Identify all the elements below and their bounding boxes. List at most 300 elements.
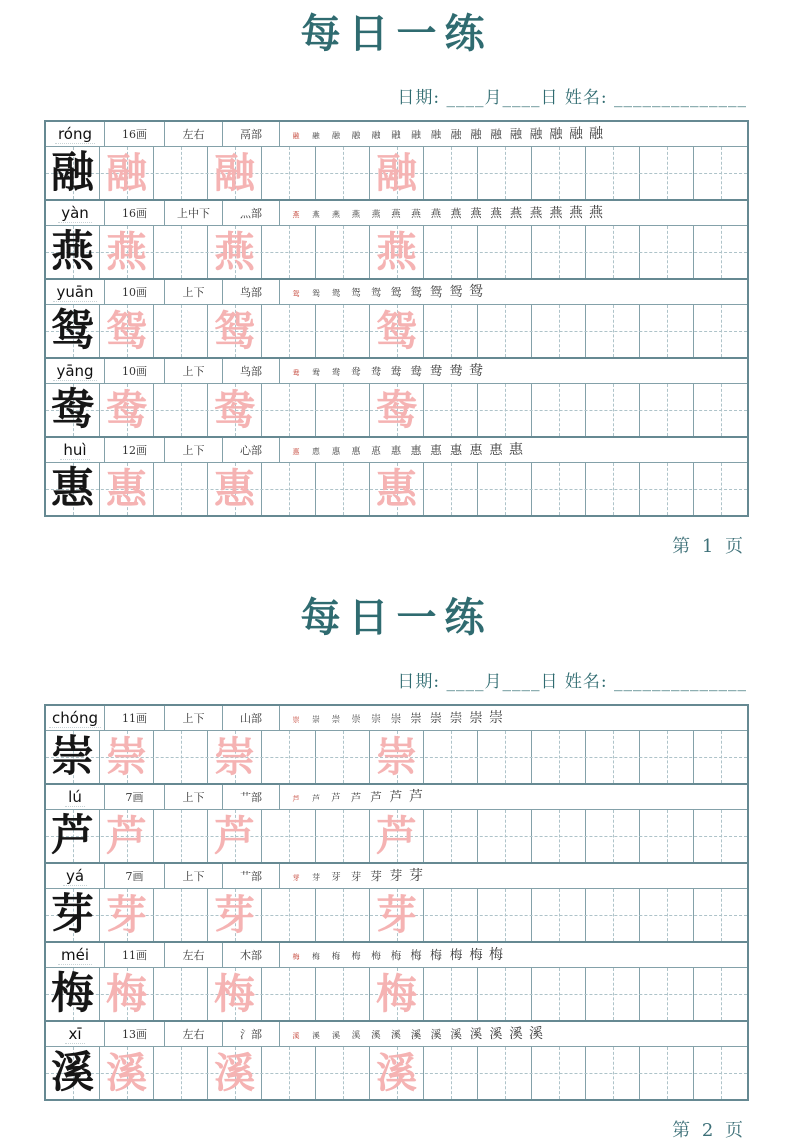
- pinyin-text: huì: [60, 441, 89, 460]
- character-block: [46, 436, 747, 515]
- practice-table: [44, 120, 749, 517]
- stroke-order-step: 溪: [292, 1032, 300, 1041]
- practice-cell: [154, 1047, 208, 1099]
- structure-cell: 上下: [165, 864, 223, 888]
- pinyin-cell: [46, 359, 105, 383]
- stroke-order-step: 溪: [351, 1030, 361, 1041]
- page-number: 第 2 页: [672, 1120, 746, 1141]
- trace-character: 崇: [376, 732, 417, 781]
- stroke-count-cell: 11画: [105, 706, 165, 730]
- practice-cell: [640, 731, 694, 783]
- stroke-count-cell: 12画: [105, 438, 165, 462]
- practice-cell: [586, 463, 640, 515]
- trace-character: 芦: [376, 811, 417, 860]
- radical-cell: 艹部: [223, 785, 280, 809]
- practice-cell: [586, 1047, 640, 1099]
- practice-cell: [46, 889, 100, 941]
- practice-row: [46, 731, 747, 783]
- practice-cell: [640, 147, 694, 199]
- practice-cell: [316, 810, 370, 862]
- pinyin-text: chóng: [49, 709, 101, 728]
- model-character: 芦: [51, 810, 94, 861]
- practice-cell: [46, 968, 100, 1020]
- practice-cell: [316, 384, 370, 436]
- practice-cell: [46, 384, 100, 436]
- stroke-order-step: 鸯: [292, 369, 300, 378]
- character-block: [46, 941, 747, 1020]
- stroke-order-step: 鸳: [351, 288, 361, 299]
- practice-cell: [316, 463, 370, 515]
- practice-cell: [46, 305, 100, 357]
- stroke-count-cell: 7画: [105, 864, 165, 888]
- practice-cell: [208, 305, 262, 357]
- stroke-order-step: 崇: [489, 710, 503, 726]
- stroke-order-step: 崇: [292, 716, 300, 725]
- structure-cell: 上下: [165, 706, 223, 730]
- stroke-order-step: 鸯: [469, 363, 483, 379]
- practice-cell: [370, 147, 424, 199]
- stroke-order-step: 燕: [450, 207, 462, 221]
- stroke-order-step: 崇: [430, 711, 442, 726]
- practice-cell: [694, 305, 747, 357]
- structure-cell: 上下: [165, 438, 223, 462]
- pinyin-text: yàn: [58, 204, 92, 223]
- trace-character: 惠: [214, 464, 255, 513]
- practice-cell: [424, 889, 478, 941]
- stroke-order-step: 惠: [509, 442, 523, 458]
- character-block: [46, 783, 747, 862]
- practice-cell: [262, 384, 316, 436]
- practice-cell: [316, 731, 370, 783]
- practice-cell: [532, 810, 586, 862]
- practice-cell: [370, 810, 424, 862]
- stroke-order-step: 惠: [351, 446, 361, 457]
- stroke-order-step: 鸯: [429, 364, 443, 379]
- practice-cell: [370, 731, 424, 783]
- stroke-order-step: 融: [351, 130, 361, 141]
- practice-row: [46, 968, 747, 1020]
- stroke-order-step: 融: [292, 132, 300, 141]
- stroke-order-step: 鸯: [410, 365, 422, 379]
- stroke-order-cell: [280, 864, 747, 888]
- pinyin-text: róng: [55, 125, 95, 144]
- practice-cell: [478, 731, 532, 783]
- stroke-order-step: 惠: [390, 445, 402, 457]
- stroke-order-step: 燕: [292, 211, 300, 220]
- stroke-order-step: 融: [430, 129, 442, 141]
- stroke-order-step: 芦: [331, 793, 341, 804]
- practice-cell: [262, 810, 316, 862]
- practice-cell: [262, 147, 316, 199]
- practice-cell: [208, 889, 262, 941]
- stroke-order-step: 芽: [370, 870, 382, 884]
- practice-cell: [100, 226, 154, 278]
- practice-cell: [100, 889, 154, 941]
- stroke-order-step: 鸳: [429, 285, 443, 300]
- practice-cell: [424, 463, 478, 515]
- practice-row: [46, 147, 747, 199]
- stroke-order-step: 惠: [430, 444, 442, 458]
- stroke-count-cell: 10画: [105, 280, 165, 304]
- practice-cell: [316, 147, 370, 199]
- stroke-order-step: 芦: [292, 795, 300, 804]
- pinyin-cell: [46, 785, 105, 809]
- stroke-order-step: 溪: [371, 1030, 381, 1041]
- practice-cell: [46, 1047, 100, 1099]
- stroke-order-step: 鸳: [331, 288, 341, 299]
- stroke-order-step: 芦: [409, 789, 423, 805]
- pinyin-cell: [46, 122, 105, 146]
- stroke-order-step: 融: [391, 130, 401, 141]
- practice-cell: [694, 731, 747, 783]
- practice-cell: [370, 226, 424, 278]
- stroke-order-step: 燕: [391, 209, 401, 220]
- character-block: [46, 122, 747, 199]
- stroke-order-step: 燕: [569, 205, 583, 221]
- stroke-order-cell: [280, 438, 747, 462]
- radical-cell: 氵部: [223, 1022, 280, 1046]
- practice-cell: [640, 305, 694, 357]
- stroke-order-step: 惠: [371, 445, 381, 457]
- practice-row: [46, 889, 747, 941]
- stroke-order-step: 鸯: [390, 365, 402, 379]
- stroke-order-step: 梅: [292, 953, 300, 962]
- radical-cell: 鬲部: [223, 122, 280, 146]
- practice-cell: [424, 384, 478, 436]
- trace-character: 芽: [376, 890, 417, 939]
- practice-cell: [586, 147, 640, 199]
- stroke-order-step: 崇: [371, 713, 381, 725]
- pinyin-cell: [46, 438, 105, 462]
- stroke-order-step: 燕: [332, 210, 340, 220]
- trace-character: 溪: [214, 1048, 255, 1097]
- trace-character: 融: [214, 148, 255, 197]
- character-info-row: [46, 706, 747, 731]
- trace-character: 崇: [214, 732, 255, 781]
- stroke-order-step: 融: [470, 128, 482, 142]
- date-name-line: 日期: ____月____日 姓名: ______________: [397, 672, 747, 692]
- stroke-order-step: 惠: [331, 447, 341, 457]
- character-info-row: [46, 201, 747, 226]
- stroke-order-step: 融: [332, 131, 340, 141]
- practice-cell: [370, 1047, 424, 1099]
- stroke-order-step: 融: [589, 126, 603, 142]
- stroke-count-cell: 16画: [105, 201, 165, 225]
- character-info-row: [46, 438, 747, 463]
- practice-cell: [424, 968, 478, 1020]
- practice-cell: [640, 463, 694, 515]
- structure-cell: 上中下: [165, 201, 223, 225]
- practice-cell: [424, 305, 478, 357]
- trace-character: 融: [376, 148, 417, 197]
- stroke-order-step: 崇: [449, 711, 463, 726]
- practice-cell: [478, 226, 532, 278]
- stroke-order-step: 芦: [350, 792, 362, 805]
- practice-table: [44, 704, 749, 1101]
- stroke-order-step: 溪: [469, 1027, 483, 1042]
- stroke-order-cell: [280, 122, 747, 146]
- practice-cell: [46, 463, 100, 515]
- practice-cell: [208, 731, 262, 783]
- stroke-count-cell: 11画: [105, 943, 165, 967]
- practice-cell: [208, 384, 262, 436]
- practice-cell: [586, 305, 640, 357]
- stroke-order-cell: [280, 359, 747, 383]
- trace-character: 鸳: [106, 306, 147, 355]
- practice-cell: [478, 305, 532, 357]
- character-block: [46, 1020, 747, 1099]
- trace-character: 鸯: [376, 385, 417, 434]
- radical-cell: 鸟部: [223, 280, 280, 304]
- practice-cell: [262, 889, 316, 941]
- trace-character: 梅: [106, 969, 147, 1018]
- stroke-order-step: 芦: [311, 794, 321, 804]
- model-character: 惠: [51, 463, 94, 514]
- practice-cell: [154, 463, 208, 515]
- practice-cell: [154, 305, 208, 357]
- practice-cell: [640, 226, 694, 278]
- practice-cell: [478, 968, 532, 1020]
- practice-cell: [640, 889, 694, 941]
- practice-cell: [694, 463, 747, 515]
- model-character: 鸳: [51, 305, 94, 356]
- practice-cell: [586, 226, 640, 278]
- practice-cell: [478, 147, 532, 199]
- stroke-order-step: 惠: [469, 443, 483, 458]
- stroke-order-step: 燕: [430, 208, 442, 220]
- trace-character: 燕: [214, 227, 255, 276]
- stroke-order-step: 鸳: [410, 286, 422, 300]
- stroke-order-step: 惠: [449, 443, 463, 458]
- practice-cell: [532, 305, 586, 357]
- trace-character: 鸯: [214, 385, 255, 434]
- trace-character: 鸳: [376, 306, 417, 355]
- radical-cell: 木部: [223, 943, 280, 967]
- trace-character: 溪: [106, 1048, 147, 1097]
- character-info-row: [46, 785, 747, 810]
- stroke-order-step: 崇: [410, 712, 422, 726]
- stroke-order-step: 融: [549, 126, 563, 142]
- practice-row: [46, 463, 747, 515]
- character-block: [46, 862, 747, 941]
- page-title: 每日一练: [300, 594, 493, 641]
- practice-cell: [694, 147, 747, 199]
- stroke-order-step: 芽: [292, 874, 300, 883]
- practice-cell: [370, 305, 424, 357]
- radical-cell: 鸟部: [223, 359, 280, 383]
- stroke-order-step: 梅: [469, 947, 483, 963]
- page-number: 第 1 页: [672, 536, 746, 557]
- stroke-order-step: 崇: [312, 715, 320, 725]
- practice-cell: [478, 463, 532, 515]
- stroke-order-step: 溪: [450, 1028, 462, 1042]
- practice-cell: [100, 1047, 154, 1099]
- character-block: [46, 706, 747, 783]
- stroke-order-step: 芦: [389, 789, 403, 805]
- practice-cell: [262, 226, 316, 278]
- character-info-row: [46, 359, 747, 384]
- model-character: 溪: [51, 1047, 94, 1098]
- practice-cell: [316, 889, 370, 941]
- radical-cell: 灬部: [223, 201, 280, 225]
- stroke-count-cell: 7画: [105, 785, 165, 809]
- trace-character: 燕: [376, 227, 417, 276]
- stroke-order-step: 鸳: [370, 287, 382, 299]
- pinyin-cell: [46, 280, 105, 304]
- practice-cell: [208, 968, 262, 1020]
- practice-cell: [694, 810, 747, 862]
- stroke-order-step: 融: [450, 128, 462, 142]
- stroke-count-cell: 16画: [105, 122, 165, 146]
- pinyin-cell: [46, 201, 105, 225]
- trace-character: 溪: [376, 1048, 417, 1097]
- practice-cell: [694, 968, 747, 1020]
- stroke-order-step: 融: [371, 130, 381, 141]
- pinyin-text: xī: [65, 1025, 84, 1044]
- practice-cell: [208, 463, 262, 515]
- practice-cell: [316, 226, 370, 278]
- stroke-order-step: 梅: [371, 950, 381, 962]
- practice-cell: [586, 889, 640, 941]
- practice-cell: [262, 731, 316, 783]
- stroke-order-step: 鸳: [469, 284, 483, 300]
- stroke-order-step: 梅: [449, 948, 463, 963]
- practice-cell: [100, 968, 154, 1020]
- practice-cell: [154, 226, 208, 278]
- stroke-order-step: 溪: [529, 1026, 543, 1042]
- stroke-order-cell: [280, 201, 747, 225]
- stroke-order-step: 融: [509, 127, 523, 142]
- practice-cell: [478, 1047, 532, 1099]
- stroke-order-step: 融: [411, 129, 421, 141]
- practice-cell: [694, 384, 747, 436]
- pinyin-text: méi: [58, 946, 92, 965]
- stroke-order-step: 溪: [391, 1029, 401, 1041]
- stroke-order-step: 鸯: [351, 367, 361, 378]
- practice-cell: [316, 305, 370, 357]
- trace-character: 融: [106, 148, 147, 197]
- structure-cell: 上下: [165, 785, 223, 809]
- practice-cell: [532, 731, 586, 783]
- model-character: 鸯: [51, 384, 94, 435]
- practice-cell: [100, 463, 154, 515]
- practice-cell: [424, 731, 478, 783]
- pinyin-text: yá: [63, 867, 87, 886]
- practice-cell: [262, 305, 316, 357]
- stroke-order-step: 溪: [410, 1029, 422, 1042]
- stroke-order-step: 溪: [509, 1026, 523, 1042]
- practice-row: [46, 305, 747, 357]
- practice-cell: [100, 731, 154, 783]
- practice-row: [46, 1047, 747, 1099]
- trace-character: 芽: [214, 890, 255, 939]
- stroke-order-step: 梅: [430, 948, 442, 963]
- pinyin-cell: [46, 943, 105, 967]
- model-character: 崇: [51, 731, 94, 782]
- practice-cell: [532, 463, 586, 515]
- stroke-count-cell: 10画: [105, 359, 165, 383]
- stroke-order-step: 融: [490, 128, 502, 142]
- trace-character: 惠: [376, 464, 417, 513]
- stroke-order-cell: [280, 280, 747, 304]
- stroke-order-step: 燕: [529, 206, 543, 221]
- stroke-order-step: 燕: [351, 209, 361, 220]
- practice-cell: [694, 1047, 747, 1099]
- practice-cell: [478, 889, 532, 941]
- practice-cell: [370, 889, 424, 941]
- character-info-row: [46, 1022, 747, 1047]
- model-character: 芽: [51, 889, 94, 940]
- stroke-order-step: 芽: [350, 871, 362, 884]
- practice-cell: [424, 226, 478, 278]
- practice-cell: [640, 1047, 694, 1099]
- practice-cell: [208, 147, 262, 199]
- practice-cell: [154, 889, 208, 941]
- character-info-row: [46, 864, 747, 889]
- structure-cell: 左右: [165, 943, 223, 967]
- pinyin-text: yāng: [53, 362, 96, 381]
- stroke-order-step: 梅: [390, 950, 402, 963]
- model-character: 梅: [51, 968, 94, 1019]
- pinyin-cell: [46, 1022, 105, 1046]
- structure-cell: 上下: [165, 359, 223, 383]
- practice-cell: [154, 810, 208, 862]
- practice-cell: [532, 968, 586, 1020]
- trace-character: 梅: [214, 969, 255, 1018]
- practice-cell: [370, 463, 424, 515]
- practice-cell: [478, 384, 532, 436]
- stroke-order-cell: [280, 943, 747, 967]
- stroke-order-step: 鸳: [312, 289, 320, 299]
- practice-cell: [100, 384, 154, 436]
- character-block: [46, 278, 747, 357]
- stroke-order-step: 梅: [312, 952, 320, 962]
- practice-cell: [262, 1047, 316, 1099]
- trace-character: 燕: [106, 227, 147, 276]
- practice-cell: [100, 147, 154, 199]
- worksheet-page-2: [0, 558, 793, 1142]
- practice-cell: [316, 1047, 370, 1099]
- character-info-row: [46, 280, 747, 305]
- stroke-order-step: 惠: [489, 442, 503, 458]
- practice-cell: [532, 147, 586, 199]
- structure-cell: 左右: [165, 122, 223, 146]
- stroke-order-step: 溪: [430, 1028, 442, 1042]
- practice-cell: [46, 226, 100, 278]
- practice-cell: [640, 810, 694, 862]
- practice-row: [46, 810, 747, 862]
- model-character: 融: [51, 147, 94, 198]
- stroke-order-step: 惠: [312, 447, 320, 457]
- stroke-order-step: 惠: [410, 444, 422, 458]
- practice-cell: [46, 147, 100, 199]
- practice-cell: [586, 384, 640, 436]
- character-info-row: [46, 943, 747, 968]
- date-name-line: 日期: ____月____日 姓名: ______________: [397, 88, 747, 108]
- pinyin-text: yuān: [53, 283, 96, 302]
- practice-cell: [532, 889, 586, 941]
- stroke-order-step: 燕: [549, 205, 563, 221]
- structure-cell: 左右: [165, 1022, 223, 1046]
- stroke-order-step: 芽: [409, 868, 423, 884]
- trace-character: 梅: [376, 969, 417, 1018]
- stroke-order-step: 惠: [292, 448, 300, 457]
- trace-character: 芽: [106, 890, 147, 939]
- stroke-order-step: 燕: [509, 206, 523, 221]
- stroke-order-step: 崇: [351, 714, 361, 725]
- practice-cell: [532, 1047, 586, 1099]
- stroke-order-step: 鸯: [370, 366, 382, 378]
